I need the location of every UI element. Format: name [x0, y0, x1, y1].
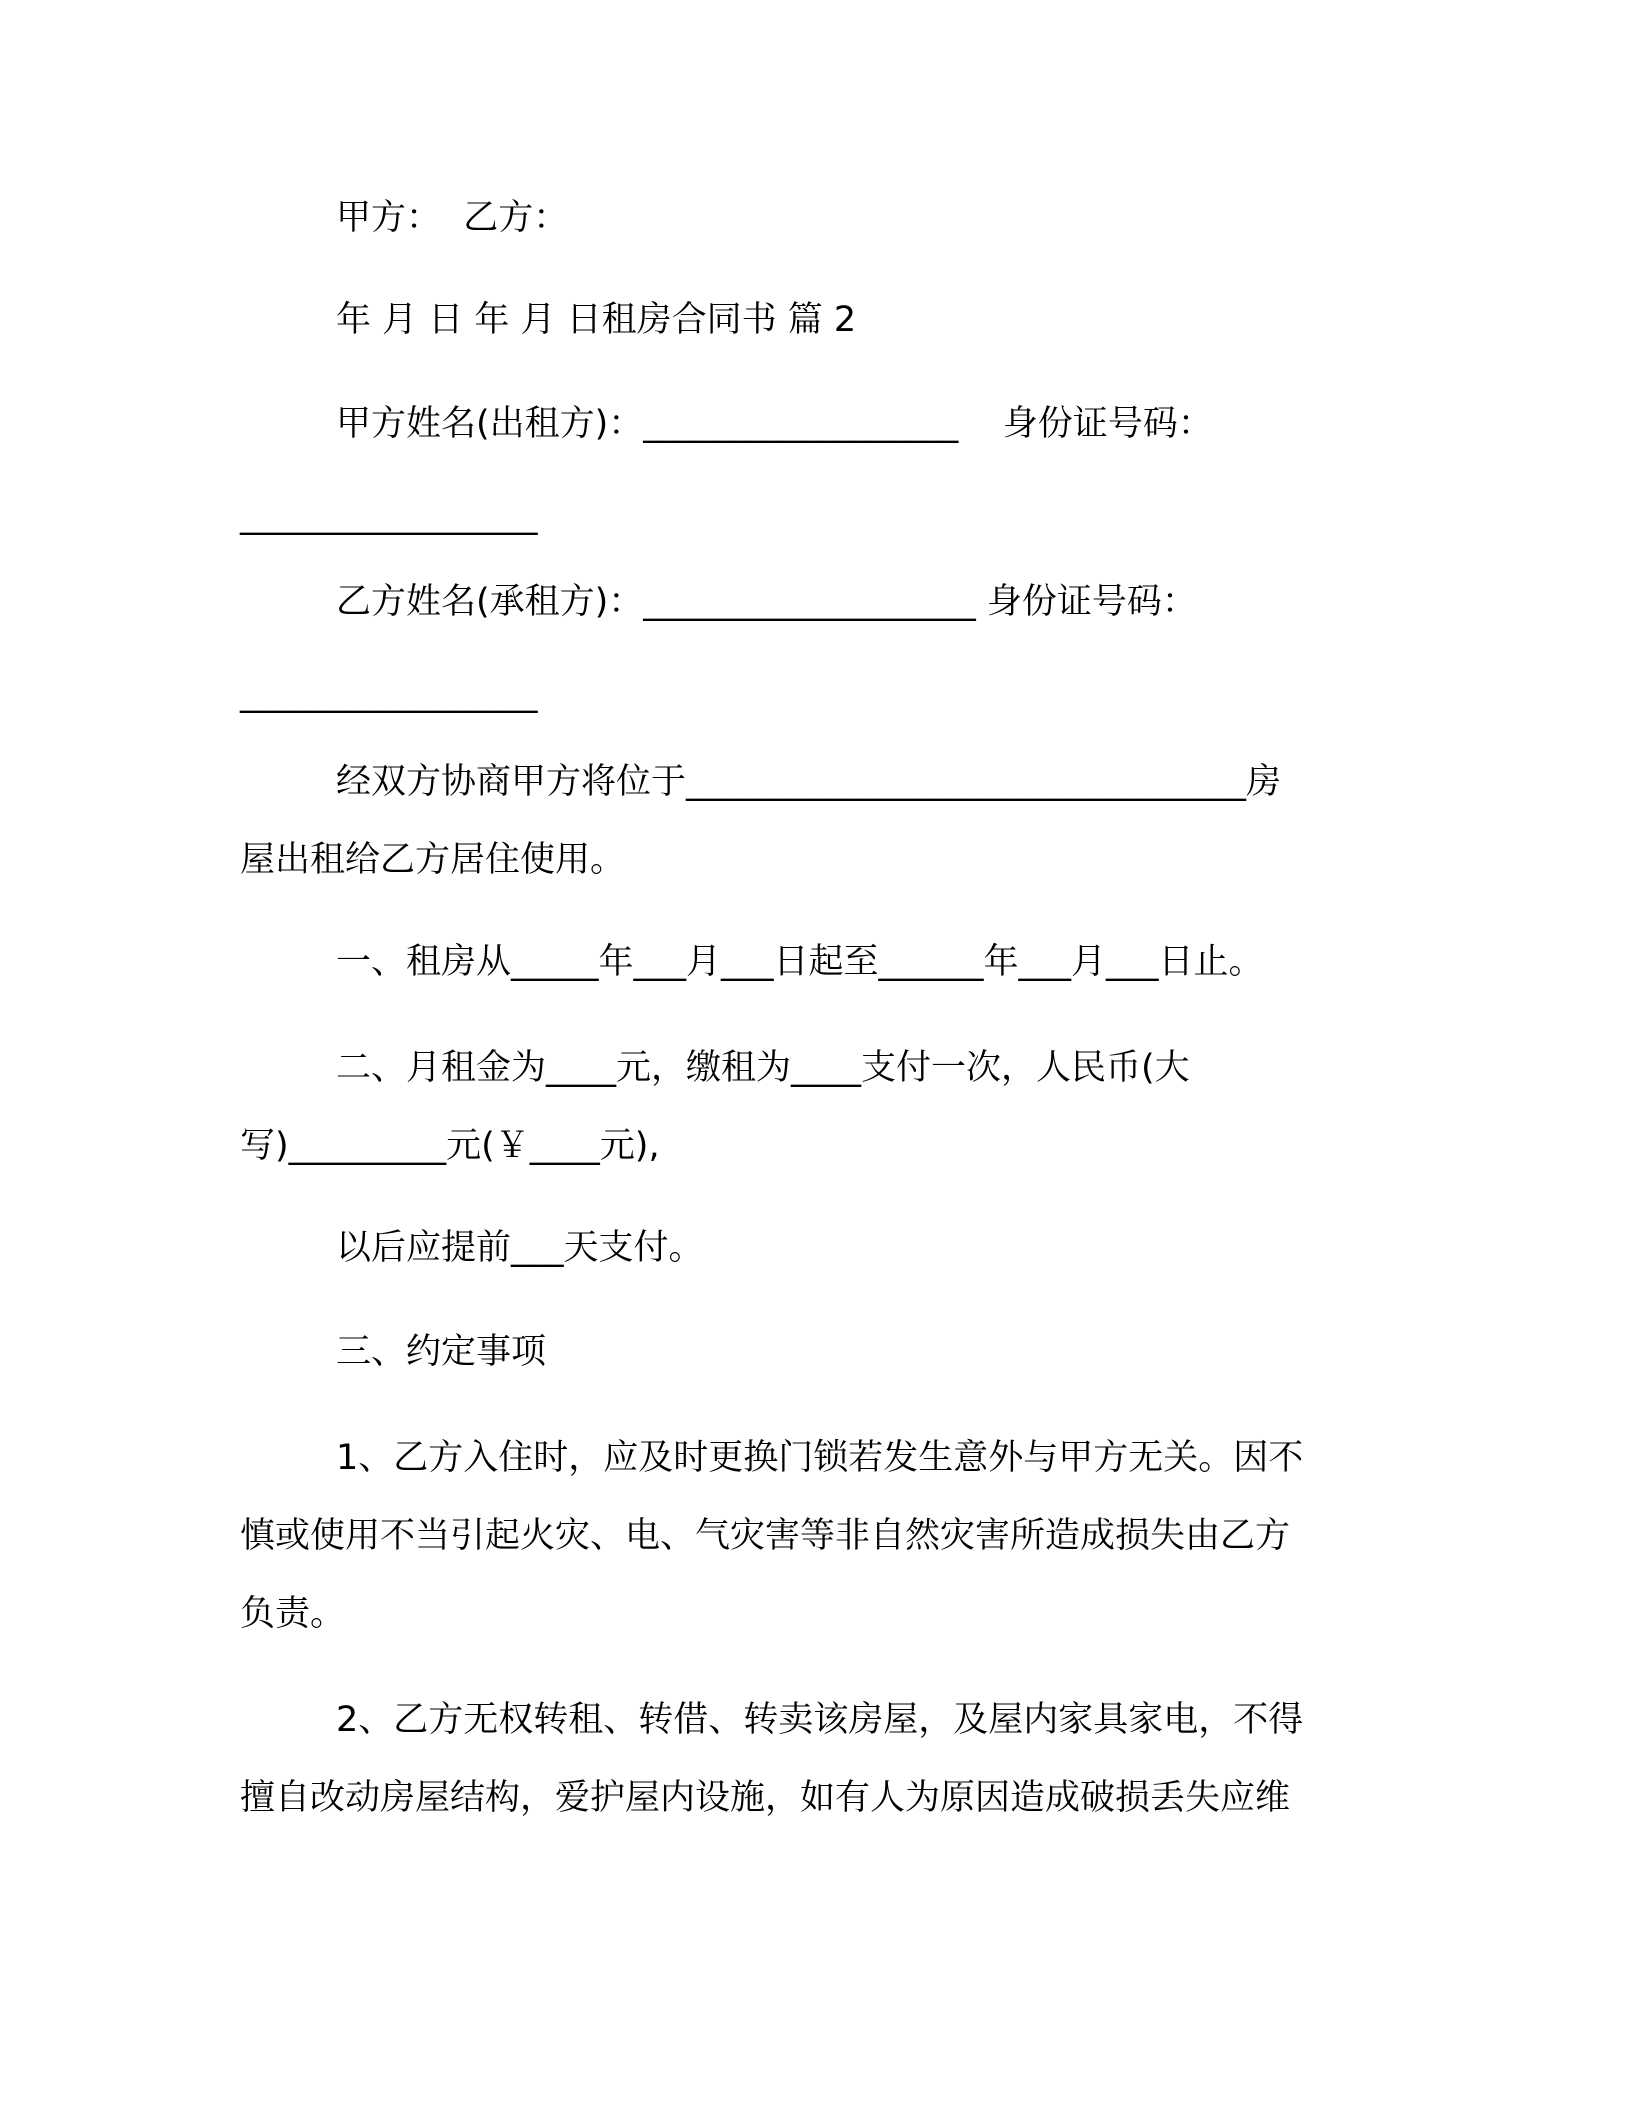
lessee-name-id-line: 乙方姓名(承租方)：___________________ 身份证号码：: [336, 582, 1197, 622]
date-title-line: 年 月 日 年 月 日租房合同书 篇 2: [336, 300, 857, 340]
rent-amount-line: 写)_________元(￥____元),: [240, 1126, 660, 1166]
term-1-line-1: 1、乙方入住时，应及时更换门锁若发生意外与甲方无关。因不: [336, 1438, 1304, 1478]
monthly-rent-line: 二、月租金为____元，缴租为____支付一次，人民币(大: [336, 1048, 1190, 1088]
term-1-line-2: 慎或使用不当引起火灾、电、气灾害等非自然灾害所造成损失由乙方: [240, 1516, 1291, 1556]
rental-period-line: 一、租房从_____年___月___日起至______年___月___日止。: [336, 942, 1264, 982]
section-heading-terms: 三、约定事项: [336, 1332, 547, 1372]
signature-parties-line: 甲方： 乙方：: [336, 198, 569, 238]
lessor-name-id-line: 甲方姓名(出租方)：__________________ 身份证号码：: [336, 404, 1213, 444]
lessee-id-blank-line: _________________: [240, 674, 538, 714]
payment-advance-line: 以后应提前___天支付。: [336, 1228, 704, 1268]
lessor-id-blank-line: _________________: [240, 496, 538, 536]
term-1-line-3: 负责。: [240, 1594, 346, 1634]
property-location-line: 经双方协商甲方将位于________________________________房: [336, 762, 1282, 802]
property-use-line: 屋出租给乙方居住使用。: [240, 840, 626, 880]
term-2-line-2: 擅自改动房屋结构，爱护屋内设施，如有人为原因造成破损丢失应维: [240, 1778, 1291, 1818]
term-2-line-1: 2、乙方无权转租、转借、转卖该房屋，及屋内家具家电，不得: [336, 1700, 1304, 1740]
